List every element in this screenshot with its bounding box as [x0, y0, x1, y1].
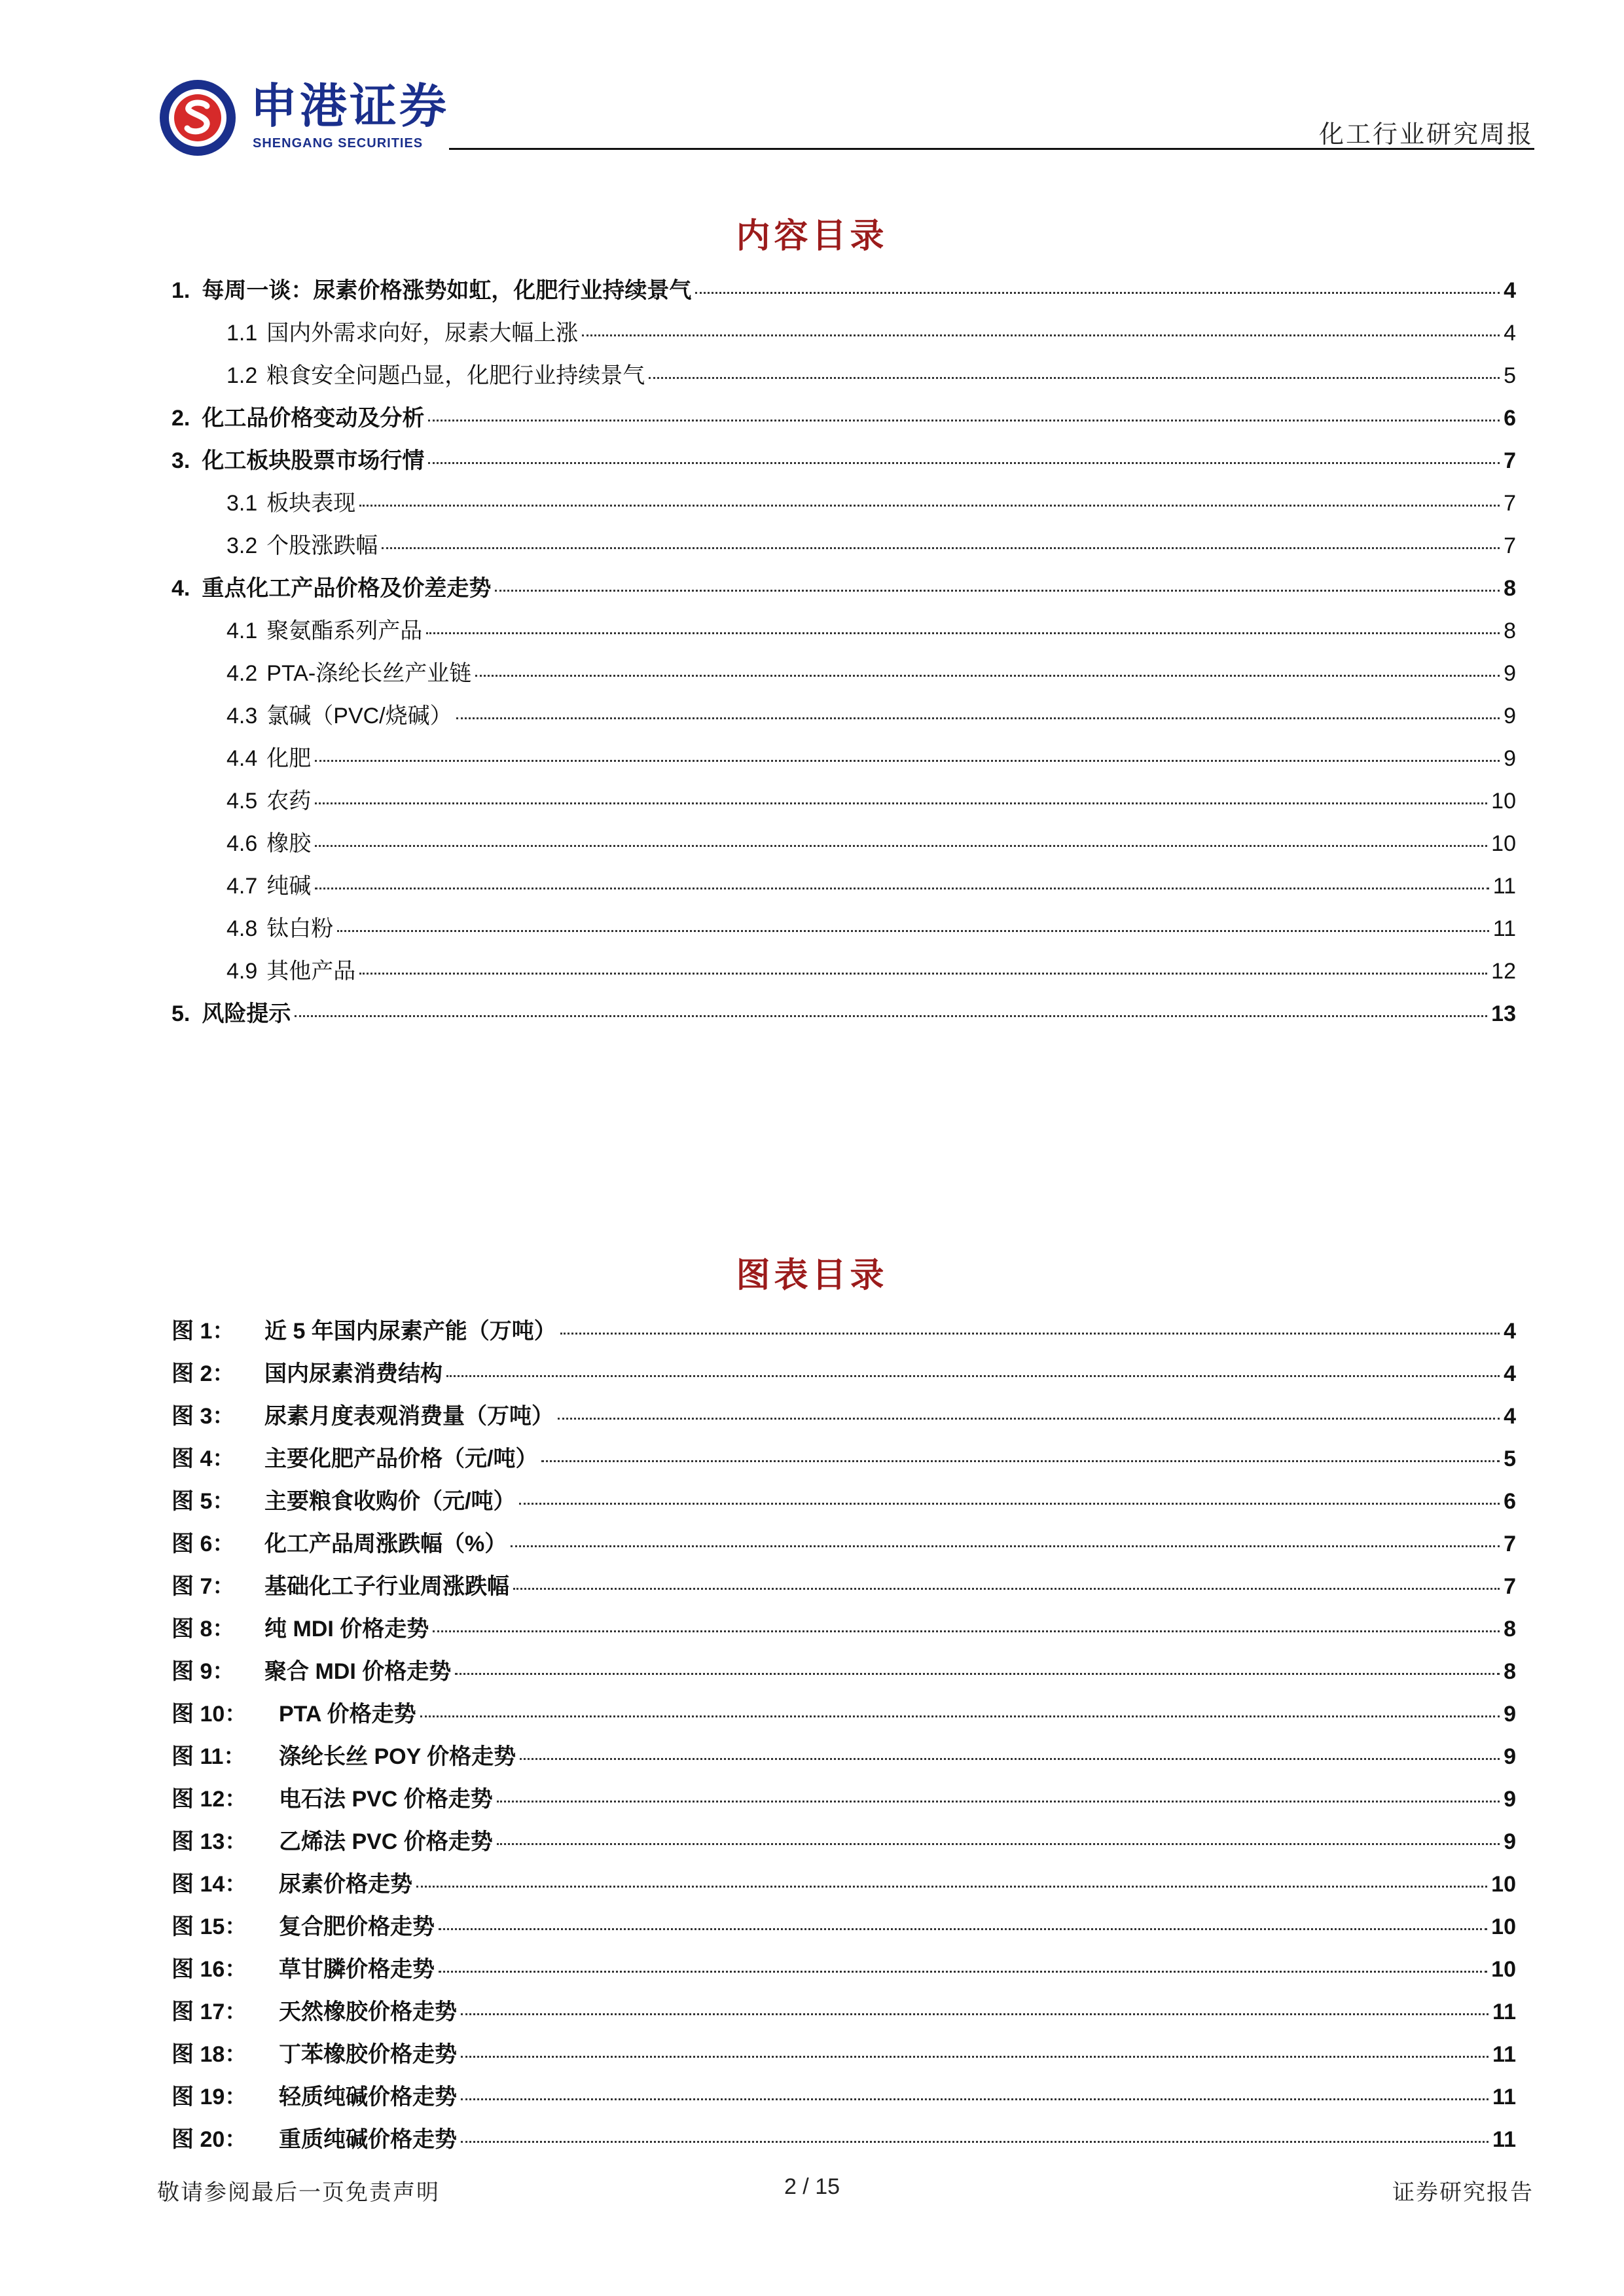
figures-list-title: 图表目录 [736, 1255, 888, 1295]
figure-entry-label: 聚合 MDI 价格走势 [264, 1659, 452, 1684]
figure-entry-label: 复合肥价格走势 [279, 1914, 435, 1939]
dot-leader [416, 1886, 1487, 1888]
toc-entry-label: 钛白粉 [266, 916, 334, 941]
dot-leader [560, 1333, 1500, 1335]
toc-entry-page: 9 [1504, 704, 1516, 728]
toc-entry-label: 化工板块股票市场行情 [202, 448, 425, 473]
toc-entry-page: 10 [1491, 789, 1516, 814]
dot-leader [541, 1460, 1500, 1462]
figure-entry-page: 11 [1492, 2127, 1516, 2152]
toc-entry[interactable] [171, 528, 1516, 570]
dot-leader [695, 292, 1500, 294]
toc-entry-label: 板块表现 [266, 491, 356, 516]
toc-entry-number: 1.2 [226, 363, 258, 388]
dot-leader [337, 930, 1489, 932]
figure-entry-number: 图 10： [171, 1702, 247, 1727]
dot-leader [497, 1843, 1500, 1845]
toc-entry[interactable] [171, 740, 1516, 783]
figure-entry-page: 9 [1504, 1744, 1516, 1769]
toc-entry-number: 4.4 [226, 746, 258, 771]
dot-leader [495, 590, 1500, 592]
figure-entry-number: 图 14： [171, 1872, 247, 1897]
figure-entry-page: 9 [1504, 1702, 1516, 1727]
figure-entry[interactable] [171, 2079, 1516, 2121]
header-divider [449, 148, 1534, 150]
dot-leader [315, 845, 1487, 847]
figure-entry-label: 天然橡胶价格走势 [279, 2000, 457, 2024]
figure-entry-label: 丁苯橡胶价格走势 [279, 2042, 457, 2067]
toc-entry-label: 橡胶 [266, 831, 312, 856]
figure-entry-page: 8 [1504, 1659, 1516, 1684]
dot-leader [461, 2013, 1489, 2015]
toc-entry-page: 7 [1504, 491, 1516, 516]
figure-entry[interactable] [171, 1738, 1516, 1781]
toc-entry-page: 11 [1492, 874, 1516, 899]
toc-entry-page: 5 [1504, 363, 1516, 388]
toc-entry-label: 每周一谈：尿素价格涨势如虹，化肥行业持续景气 [202, 278, 692, 303]
figure-entry[interactable] [171, 1355, 1516, 1398]
figure-entry-page: 4 [1504, 1404, 1516, 1429]
toc-entry-number: 4.5 [226, 789, 258, 814]
toc-entry-page: 11 [1492, 916, 1516, 941]
dot-leader [461, 2098, 1489, 2100]
toc-entry[interactable] [171, 400, 1516, 442]
toc-entry-label: 纯碱 [266, 874, 312, 899]
figure-entry-page: 11 [1492, 2085, 1516, 2109]
report-type-label: 化工行业研究周报 [1318, 120, 1534, 149]
figure-entry[interactable] [171, 1866, 1516, 1909]
dot-leader [456, 717, 1500, 719]
figure-entry-number: 图 17： [171, 2000, 247, 2024]
toc-entry-page: 7 [1504, 533, 1516, 558]
figure-entry[interactable] [171, 1526, 1516, 1568]
toc-entry-page: 9 [1504, 661, 1516, 686]
toc-entry-number: 2. [171, 406, 190, 431]
toc-entry[interactable] [171, 315, 1516, 357]
figure-entry-page: 10 [1491, 1872, 1516, 1897]
dot-leader [455, 1673, 1500, 1675]
footer-disclaimer: 敬请参阅最后一页免责声明 [157, 2179, 440, 2206]
toc-entry-page: 12 [1491, 959, 1516, 984]
figure-entry[interactable] [171, 2036, 1516, 2079]
figure-entry-page: 11 [1492, 2000, 1516, 2024]
figure-entry[interactable] [171, 1611, 1516, 1653]
toc-entry-page: 6 [1504, 406, 1516, 431]
figure-entry-label: 电石法 PVC 价格走势 [279, 1787, 493, 1812]
toc-entry-number: 3.1 [226, 491, 258, 516]
dot-leader [315, 760, 1500, 762]
figure-entry-number: 图 7： [171, 1574, 235, 1599]
toc-entry-label: 国内外需求向好，尿素大幅上涨 [266, 321, 579, 346]
toc-entry[interactable] [171, 485, 1516, 528]
dot-leader [426, 632, 1500, 634]
toc-entry-number: 4.9 [226, 959, 258, 984]
dot-leader [497, 1801, 1500, 1803]
logo-chinese-name: 申港证券 [250, 79, 450, 134]
figure-entry[interactable] [171, 1313, 1516, 1355]
toc-entry-label: 粮食安全问题凸显，化肥行业持续景气 [266, 363, 645, 388]
dot-leader [359, 505, 1500, 507]
dot-leader [475, 675, 1500, 677]
toc-entry-number: 1.1 [226, 321, 258, 346]
figure-entry[interactable] [171, 1781, 1516, 1823]
page-header [0, 0, 1624, 157]
figure-entry-label: 主要化肥产品价格（元/吨） [264, 1446, 538, 1471]
dot-leader [461, 2141, 1489, 2143]
figure-entry-label: 近 5 年国内尿素产能（万吨） [264, 1319, 556, 1344]
toc-entry-number: 1. [171, 278, 190, 303]
figure-entry[interactable] [171, 1441, 1516, 1483]
figure-entry[interactable] [171, 1994, 1516, 2036]
figure-entry-page: 8 [1504, 1617, 1516, 1641]
dot-leader [315, 888, 1489, 889]
figure-entry[interactable] [171, 1696, 1516, 1738]
figure-entry-label: 尿素月度表观消费量（万吨） [264, 1404, 554, 1429]
shengang-logo-icon [157, 77, 238, 158]
toc-entry-page: 4 [1504, 321, 1516, 346]
figure-entry-page: 4 [1504, 1319, 1516, 1344]
toc-entry[interactable] [171, 953, 1516, 996]
toc-entry-page: 8 [1504, 576, 1516, 601]
figure-entry-number: 图 9： [171, 1659, 235, 1684]
figure-entry-label: PTA 价格走势 [279, 1702, 416, 1727]
dot-leader [519, 1503, 1500, 1505]
dot-leader [315, 802, 1487, 804]
figure-entry-number: 图 6： [171, 1532, 235, 1556]
figure-entry-number: 图 19： [171, 2085, 247, 2109]
toc-entry-label: 个股涨跌幅 [266, 533, 378, 558]
toc-entry-number: 4.7 [226, 874, 258, 899]
toc-entry-number: 3.2 [226, 533, 258, 558]
dot-leader [513, 1588, 1500, 1590]
dot-leader [428, 420, 1500, 422]
toc-entry[interactable] [171, 570, 1516, 613]
figure-entry-label: 纯 MDI 价格走势 [264, 1617, 429, 1641]
figure-entry[interactable] [171, 1568, 1516, 1611]
toc-entry-number: 4.3 [226, 704, 258, 728]
footer-doc-type: 证券研究报告 [1392, 2179, 1534, 2206]
toc-entry-label: 化工品价格变动及分析 [202, 406, 425, 431]
toc-entry-label: 农药 [266, 789, 312, 814]
toc-entry-page: 4 [1504, 278, 1516, 303]
page-number: 2 / 15 [784, 2174, 840, 2199]
figure-entry-number: 图 18： [171, 2042, 247, 2067]
toc-entry-page: 9 [1504, 746, 1516, 771]
figure-entry-number: 图 5： [171, 1489, 235, 1514]
dot-leader [382, 547, 1500, 549]
figure-entry-number: 图 3： [171, 1404, 235, 1429]
figure-entry-label: 尿素价格走势 [279, 1872, 412, 1897]
figure-entry-page: 10 [1491, 1957, 1516, 1982]
figure-entry-number: 图 8： [171, 1617, 235, 1641]
figure-entry[interactable] [171, 1398, 1516, 1441]
figure-entry-label: 国内尿素消费结构 [264, 1361, 442, 1386]
toc-entry-number: 5. [171, 1001, 190, 1026]
toc-entry-number: 4.6 [226, 831, 258, 856]
toc-entry[interactable] [171, 825, 1516, 868]
dot-leader [439, 1971, 1487, 1973]
toc-entry[interactable] [171, 613, 1516, 655]
figure-entry-number: 图 2： [171, 1361, 235, 1386]
dot-leader [420, 1715, 1500, 1717]
figure-entry[interactable] [171, 1653, 1516, 1696]
toc-entry-number: 3. [171, 448, 190, 473]
figure-entry[interactable] [171, 1909, 1516, 1951]
toc-entry[interactable] [171, 357, 1516, 400]
figure-entry-label: 重质纯碱价格走势 [279, 2127, 457, 2152]
toc-entry[interactable] [171, 442, 1516, 485]
figure-entry-page: 9 [1504, 1787, 1516, 1812]
figure-entry[interactable] [171, 1823, 1516, 1866]
toc-entry-label: 重点化工产品价格及价差走势 [202, 576, 492, 601]
toc-entry-number: 4.8 [226, 916, 258, 941]
toc-entry[interactable] [171, 868, 1516, 910]
dot-leader [582, 334, 1500, 336]
toc-entry-label: 风险提示 [202, 1001, 291, 1026]
dot-leader [520, 1758, 1500, 1760]
toc-entry-page: 10 [1491, 831, 1516, 856]
toc-entry-page: 7 [1504, 448, 1516, 473]
figure-entry-number: 图 11： [171, 1744, 246, 1769]
toc-entry[interactable] [171, 783, 1516, 825]
toc-entry[interactable] [171, 698, 1516, 740]
figure-entry[interactable] [171, 1951, 1516, 1994]
figure-entry-label: 基础化工子行业周涨跌幅 [264, 1574, 509, 1599]
figure-entry-label: 轻质纯碱价格走势 [279, 2085, 457, 2109]
figure-entry-page: 4 [1504, 1361, 1516, 1386]
figure-entry-label: 涤纶长丝 POY 价格走势 [279, 1744, 516, 1769]
figure-entry[interactable] [171, 2121, 1516, 2164]
toc-entry[interactable] [171, 655, 1516, 698]
toc-entry-page: 8 [1504, 619, 1516, 643]
toc-entry-number: 4. [171, 576, 190, 601]
figure-entry-page: 6 [1504, 1489, 1516, 1514]
figure-entry[interactable] [171, 1483, 1516, 1526]
dot-leader [511, 1545, 1500, 1547]
dot-leader [439, 1928, 1487, 1930]
list-of-figures [171, 1313, 1516, 2164]
table-of-contents [171, 272, 1516, 1038]
toc-entry-label: 氯碱（PVC/烧碱） [266, 704, 452, 728]
figure-entry-number: 图 15： [171, 1914, 247, 1939]
figure-entry-number: 图 4： [171, 1446, 235, 1471]
toc-entry[interactable] [171, 272, 1516, 315]
figure-entry-page: 7 [1504, 1574, 1516, 1599]
figure-entry-page: 11 [1492, 2042, 1516, 2067]
dot-leader [433, 1630, 1500, 1632]
dot-leader [295, 1015, 1487, 1017]
logo-english-name: SHENGANG SECURITIES [253, 136, 424, 151]
figure-entry-number: 图 1： [171, 1319, 235, 1344]
dot-leader [649, 377, 1500, 379]
figure-entry-page: 10 [1491, 1914, 1516, 1939]
figure-entry-number: 图 13： [171, 1829, 247, 1854]
toc-entry-label: PTA-涤纶长丝产业链 [266, 661, 472, 686]
figure-entry-label: 草甘膦价格走势 [279, 1957, 435, 1982]
dot-leader [359, 973, 1487, 975]
toc-entry-number: 4.2 [226, 661, 258, 686]
figure-entry-label: 乙烯法 PVC 价格走势 [279, 1829, 493, 1854]
figure-entry-page: 9 [1504, 1829, 1516, 1854]
toc-entry-label: 其他产品 [266, 959, 356, 984]
toc-entry[interactable] [171, 910, 1516, 953]
toc-entry-number: 4.1 [226, 619, 258, 643]
toc-entry-label: 聚氨酯系列产品 [266, 619, 423, 643]
figure-entry-number: 图 16： [171, 1957, 247, 1982]
figure-entry-page: 5 [1504, 1446, 1516, 1471]
dot-leader [428, 462, 1500, 464]
figure-entry-number: 图 12： [171, 1787, 247, 1812]
dot-leader [446, 1375, 1500, 1377]
figure-entry-label: 主要粮食收购价（元/吨） [264, 1489, 516, 1514]
dot-leader [558, 1418, 1500, 1420]
dot-leader [461, 2056, 1489, 2058]
toc-title: 内容目录 [736, 216, 888, 256]
toc-entry-page: 13 [1491, 1001, 1516, 1026]
figure-entry-label: 化工产品周涨跌幅（%） [264, 1532, 507, 1556]
figure-entry-page: 7 [1504, 1532, 1516, 1556]
toc-entry-label: 化肥 [266, 746, 312, 771]
figure-entry-number: 图 20： [171, 2127, 247, 2152]
toc-entry[interactable] [171, 996, 1516, 1038]
